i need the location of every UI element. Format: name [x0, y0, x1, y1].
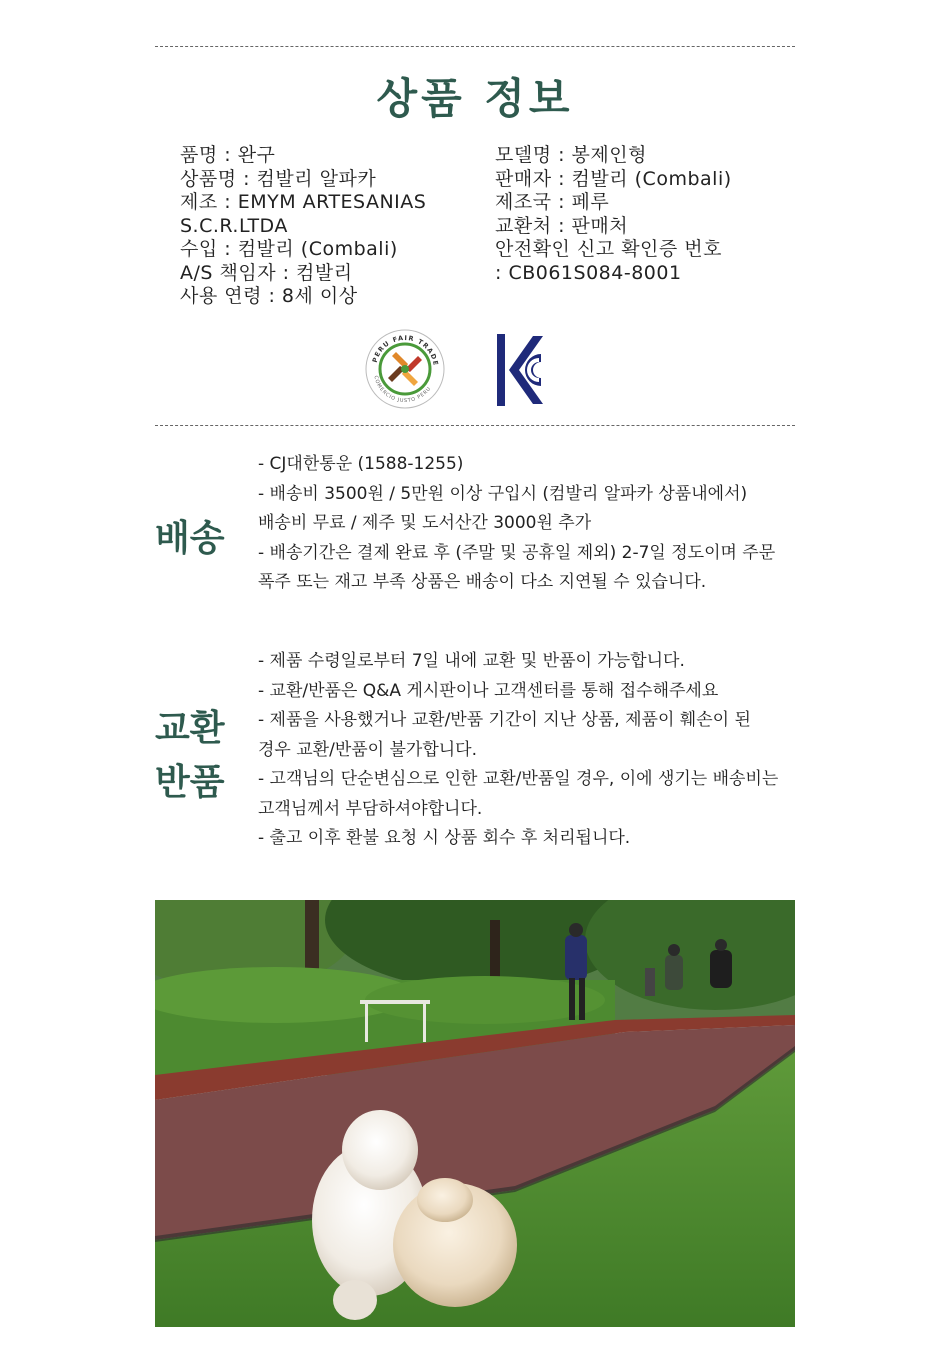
product-photo — [155, 900, 795, 1327]
returns-label — [155, 702, 235, 810]
info-left-column — [180, 144, 426, 309]
info-line: 품명 : 완구 — [180, 144, 276, 166]
fair-trade-bottom-text: COMERCIO JUSTO PERU — [372, 375, 433, 405]
info-right-column — [495, 144, 732, 285]
info-line: 교환처 : 판매처 — [495, 214, 629, 237]
info-line: 제조국 : 페루 — [495, 191, 610, 213]
info-line: 판매자 : 컴발리 (Combali) — [495, 167, 732, 190]
shipping-label: 배송 — [155, 518, 225, 559]
shipping-line: - CJ대한통운 (1588-1255) — [258, 454, 464, 474]
info-line: : CB061S084-8001 — [495, 261, 682, 284]
page-title: 상품 정보 — [376, 74, 574, 123]
shipping-line: 폭주 또는 재고 부족 상품은 배송이 다소 지연될 수 있습니다. — [258, 572, 707, 592]
info-line: S.C.R.LTDA — [180, 214, 288, 237]
returns-label-line: 반품 — [155, 762, 225, 803]
info-line: 수입 : 컴발리 (Combali) — [180, 238, 398, 260]
shipping-details — [258, 450, 794, 598]
fair-trade-logo — [364, 328, 446, 410]
shipping-line: - 배송비 3500원 / 5만원 이상 구입시 (컴발리 알파카 상품내에서) — [258, 483, 748, 504]
returns-line: - 출고 이후 환불 요청 시 상품 회수 후 처리됩니다. — [258, 828, 631, 848]
returns-line: - 교환/반품은 Q&A 게시판이나 고객센터를 통해 접수해주세요 — [258, 680, 719, 701]
returns-details — [258, 647, 794, 854]
kc-certification-logo — [495, 332, 547, 408]
fair-trade-top-text: PERU FAIR TRADE — [370, 333, 440, 367]
info-line: A/S 책임자 : 컴발리 — [180, 261, 353, 284]
shipping-line: - 배송기간은 결제 완료 후 (주말 및 공휴일 제외) 2-7일 정도이며 주문 — [258, 542, 776, 563]
returns-line: 고객님께서 부담하셔야합니다. — [258, 798, 483, 819]
info-line: 안전확인 신고 확인증 번호 — [495, 238, 723, 260]
info-line: 사용 연령 : 8세 이상 — [180, 285, 358, 307]
info-line: 제조 : EMYM ARTESANIAS — [180, 191, 427, 213]
returns-line: - 제품을 사용했거나 교환/반품 기간이 지난 상품, 제품이 훼손이 된 — [258, 710, 751, 730]
info-line: 상품명 : 컴발리 알파카 — [180, 167, 377, 190]
returns-line: - 고객님의 단순변심으로 인한 교환/반품일 경우, 이에 생기는 배송비는 — [258, 769, 779, 789]
section-divider — [155, 425, 795, 426]
info-line: 모델명 : 봉제인형 — [495, 144, 647, 166]
returns-line: 경우 교환/반품이 불가합니다. — [258, 739, 478, 760]
returns-label-line: 교환 — [155, 708, 225, 749]
shipping-line: 배송비 무료 / 제주 및 도서산간 3000원 추가 — [258, 513, 592, 533]
returns-line: - 제품 수령일로부터 7일 내에 교환 및 반품이 가능합니다. — [258, 651, 685, 671]
top-divider — [155, 46, 795, 47]
